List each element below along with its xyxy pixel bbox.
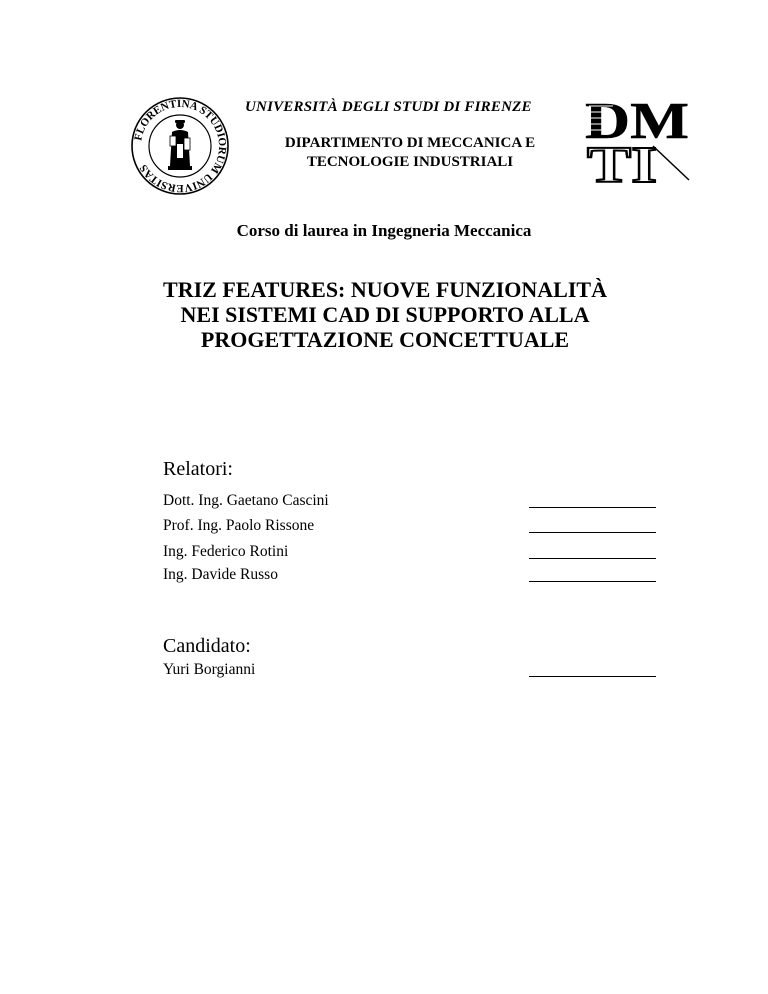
signature-line	[529, 558, 656, 559]
seal-text: FLORENTINA STUDIORUM UNIVERSITAS	[132, 97, 229, 195]
thesis-title	[140, 277, 630, 352]
signature-line	[529, 532, 656, 533]
relatore-name: Ing. Federico Rotini	[163, 543, 289, 560]
university-name: UNIVERSITÀ DEGLI STUDI DI FIRENZE	[245, 99, 532, 115]
candidato-label: Candidato:	[163, 635, 251, 657]
course-of-study: Corso di laurea in Ingegneria Meccanica	[236, 221, 532, 240]
logo-top-text: DM	[585, 96, 689, 150]
university-seal-logo	[130, 96, 230, 196]
header	[130, 96, 690, 196]
dmti-logo	[583, 96, 691, 184]
title-line-1: TRIZ FEATURES: NUOVE FUNZIONALITÀ	[163, 277, 607, 302]
department-line-1: DIPARTIMENTO DI MECCANICA E	[284, 135, 536, 151]
department-name	[245, 134, 575, 172]
logo-bottom-text: TI	[587, 137, 657, 184]
relatore-name: Dott. Ing. Gaetano Cascini	[163, 492, 329, 509]
signature-line	[529, 676, 656, 677]
relatore-name: Ing. Davide Russo	[163, 566, 278, 583]
title-line-2: NEI SISTEMI CAD DI SUPPORTO ALLA	[180, 302, 590, 327]
title-line-3: PROGETTAZIONE CONCETTUALE	[200, 327, 570, 352]
signature-line	[529, 507, 656, 508]
relatore-name: Prof. Ing. Paolo Rissone	[163, 517, 315, 534]
signature-line	[529, 581, 656, 582]
department-line-2: TECNOLOGIE INDUSTRIALI	[306, 154, 514, 170]
relatori-label: Relatori:	[163, 458, 233, 480]
candidato-name: Yuri Borgianni	[163, 661, 256, 678]
